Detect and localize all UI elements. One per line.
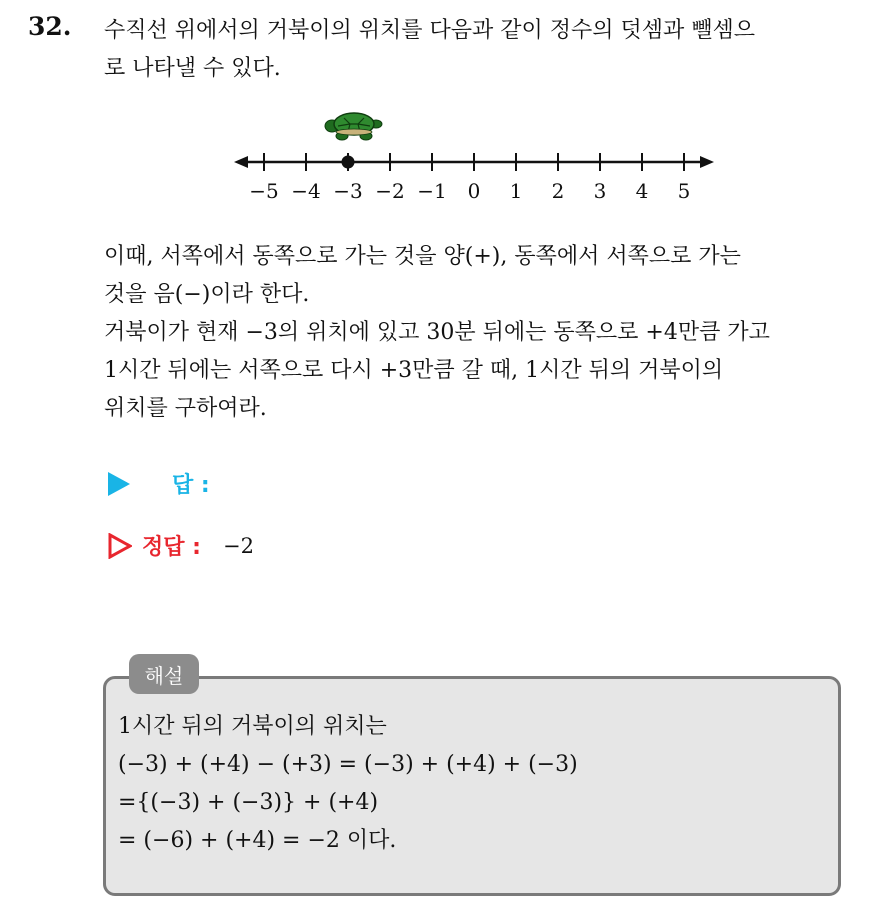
- solution-row: [108, 530, 254, 561]
- tick-label: 0: [467, 179, 481, 203]
- tick-label: 3: [593, 179, 607, 203]
- axis-arrow-right: [700, 156, 714, 168]
- tick-label: 1: [509, 179, 523, 203]
- play-triangle-icon: [108, 472, 130, 496]
- axis-arrow-left: [234, 156, 248, 168]
- marked-point: [342, 156, 355, 169]
- answer-label: 답 :: [172, 473, 210, 498]
- explanation-line: = (−6) + (+4) = −2 이다.: [118, 828, 397, 853]
- explanation-line: ={(−3) + (−3)} + (+4): [118, 790, 379, 815]
- body-line: 거북이가 현재 −3의 위치에 있고 30분 뒤에는 동쪽으로 +4만큼 가고: [104, 320, 770, 345]
- explanation-line: (−3) + (+4) − (+3) = (−3) + (+4) + (−3): [118, 752, 578, 777]
- tick-label: −1: [417, 179, 447, 203]
- tick-label: −5: [249, 179, 279, 203]
- outline-triangle-icon: [108, 533, 132, 559]
- body-line: 1시간 뒤에는 서쪽으로 다시 +3만큼 갈 때, 1시간 뒤의 거북이의: [104, 358, 724, 383]
- tick-label: −4: [291, 179, 321, 203]
- explanation-text: [118, 708, 828, 860]
- answer-row: [108, 468, 210, 499]
- intro-line: 로 나타낼 수 있다.: [104, 56, 281, 81]
- explanation-tab: 해설: [129, 654, 199, 694]
- question-number: 32.: [28, 12, 72, 41]
- tick-label: 4: [635, 179, 649, 203]
- tick-label: 5: [677, 179, 691, 203]
- turtle-icon: [325, 113, 382, 140]
- tick-label: 2: [551, 179, 565, 203]
- number-line: [220, 108, 740, 208]
- tick-label: −2: [375, 179, 405, 203]
- body-line: 것을 음(−)이라 한다.: [104, 282, 310, 307]
- question-body: [104, 238, 874, 428]
- explanation-line: 1시간 뒤의 거북이의 위치는: [118, 714, 387, 739]
- body-line: 이때, 서쪽에서 동쪽으로 가는 것을 양(+), 동쪽에서 서쪽으로 가는: [104, 244, 741, 269]
- solution-value: −2: [222, 533, 254, 558]
- body-line: 위치를 구하여라.: [104, 396, 267, 421]
- intro-line: 수직선 위에서의 거북이의 위치를 다음과 같이 정수의 덧셈과 뺄셈으: [104, 18, 756, 43]
- solution-label: 정답 :: [142, 535, 201, 560]
- question-intro: [104, 12, 864, 88]
- tick-label: −3: [333, 179, 363, 203]
